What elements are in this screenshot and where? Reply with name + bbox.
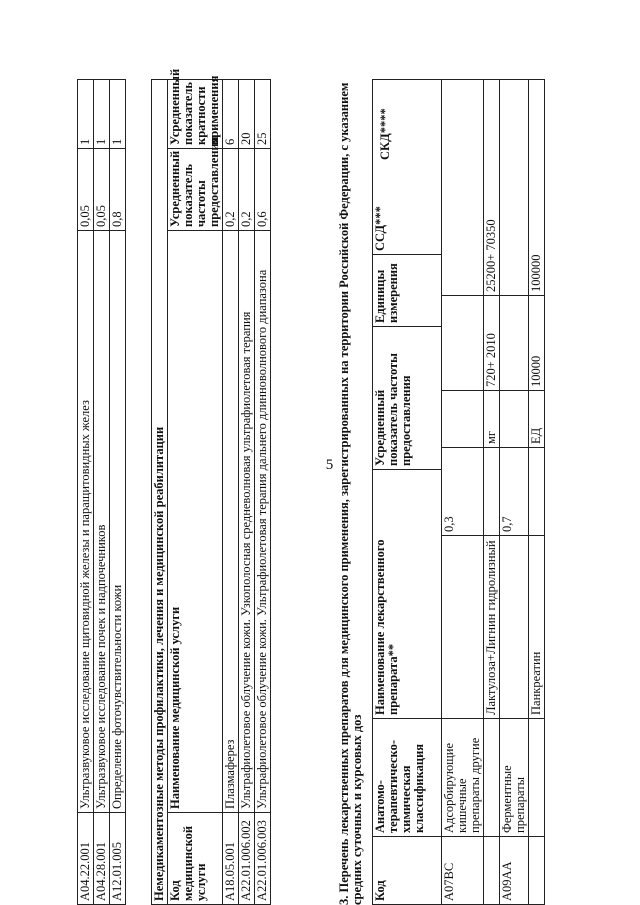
table-header-row xyxy=(168,79,223,904)
frequency-value xyxy=(529,448,545,536)
table-non-drug-methods xyxy=(151,68,271,905)
service-name: Плазмаферез xyxy=(223,231,239,813)
frequency-value: 0,05 xyxy=(78,149,94,231)
table-row xyxy=(500,80,529,905)
header-unit: Единицы измерения xyxy=(373,254,442,326)
table-row xyxy=(223,79,239,904)
table-row xyxy=(78,80,94,905)
service-code: A12.01.005 xyxy=(110,813,126,905)
service-code: A18.05.001 xyxy=(223,813,239,905)
header-ssd: ССД*** xyxy=(373,79,442,254)
header-drug-name: Наименование лекарственного препарата** xyxy=(373,469,442,718)
multiplicity-value: 6 xyxy=(223,79,239,148)
section-title-row xyxy=(152,79,168,904)
header-frequency: Усредненный показатель частоты предоставления xyxy=(373,326,442,469)
header-skd: СКД**** xyxy=(378,108,392,160)
header-service-code: Код медицинской услуги xyxy=(168,813,223,905)
table-row xyxy=(110,80,126,905)
ssd-value: 10000 xyxy=(529,296,545,391)
skd-value xyxy=(442,80,484,296)
drug-name: Лактулоза+Лигнин гидролизный xyxy=(484,536,500,719)
atc-group: Адсорбирующие кишечные препараты другие xyxy=(442,719,484,837)
table-drugs xyxy=(372,79,545,905)
service-code: A22.01.006.003 xyxy=(255,813,271,905)
frequency-value: 0,05 xyxy=(94,149,110,231)
atc-code: A07BC xyxy=(442,837,484,905)
unit-value xyxy=(442,391,484,448)
table-row xyxy=(255,79,271,904)
drug-name: Панкреатин xyxy=(529,536,545,719)
table-row xyxy=(94,80,110,905)
skd-value: 100000 xyxy=(529,80,545,296)
table-row xyxy=(484,80,500,905)
multiplicity-value: 1 xyxy=(110,80,126,149)
page-number: 5 xyxy=(325,456,334,473)
service-code: A04.28.001 xyxy=(94,813,110,905)
section-2-title: Немедикаментозные методы профилактики, лечения и медицинской реабилитации xyxy=(152,79,168,904)
skd-value: 25200+ 70350 xyxy=(484,80,500,296)
multiplicity-value: 20 xyxy=(239,79,255,148)
header-service-name: Наименование медицинской услуги xyxy=(168,231,223,813)
unit-value xyxy=(500,391,529,448)
header-multiplicity: Усредненный показатель кратности применения xyxy=(168,79,223,148)
frequency-value: 0,3 xyxy=(442,448,484,536)
atc-group: Ферментные препараты xyxy=(500,719,529,837)
frequency-value: 0,6 xyxy=(255,149,271,231)
drug-name xyxy=(442,536,484,719)
header-frequency: Усредненный показатель частоты предоставления xyxy=(168,149,223,231)
frequency-value: 0,2 xyxy=(239,149,255,231)
service-name: Ультразвуковое исследование почек и надпочечников xyxy=(94,231,110,813)
service-name: Ультрафиолетовое облучение кожи. Ультрафиолетовая терапия дальнего длинноволнового диапазона xyxy=(255,231,271,813)
header-atc: Анатомо-терапевтическо-химическая классификация xyxy=(373,719,442,837)
service-name: Ультрафиолетовое облучение кожи. Узкополосная средневолновая ультрафиолетовая терапия xyxy=(239,231,255,813)
ssd-value xyxy=(500,296,529,391)
section-3-title: 3. Перечень лекарственных препаратов для медицинского применения, зарегистрированных на территории Российской Федерации, с указанием средних суточных и курсовых доз xyxy=(337,82,364,905)
ssd-value: 720+ 2010 xyxy=(484,296,500,391)
ssd-value xyxy=(442,296,484,391)
table-row xyxy=(529,80,545,905)
multiplicity-value: 1 xyxy=(78,80,94,149)
drug-name xyxy=(500,536,529,719)
frequency-value: 0,7 xyxy=(500,448,529,536)
frequency-value: 0,8 xyxy=(110,149,126,231)
unit-value: мг xyxy=(484,391,500,448)
unit-value: ЕД xyxy=(529,391,545,448)
atc-group xyxy=(484,719,500,837)
atc-code xyxy=(484,837,500,905)
frequency-value: 0,2 xyxy=(223,149,239,231)
service-name: Определение фоточувствительности кожи xyxy=(110,231,126,813)
service-code: A22.01.006.002 xyxy=(239,813,255,905)
header-code: Код xyxy=(373,837,442,905)
multiplicity-value: 25 xyxy=(255,79,271,148)
atc-code xyxy=(529,837,545,905)
table-header-row xyxy=(373,79,442,904)
table-row xyxy=(442,80,484,905)
atc-group xyxy=(529,719,545,837)
frequency-value xyxy=(484,448,500,536)
service-code: A04.22.001 xyxy=(78,813,94,905)
multiplicity-value: 1 xyxy=(94,80,110,149)
skd-value xyxy=(500,80,529,296)
atc-code: A09AA xyxy=(500,837,529,905)
table-diagnostics xyxy=(77,79,126,905)
table-row xyxy=(239,79,255,904)
service-name: Ультразвуковое исследование щитовидной железы и паращитовидных желез xyxy=(78,231,94,813)
